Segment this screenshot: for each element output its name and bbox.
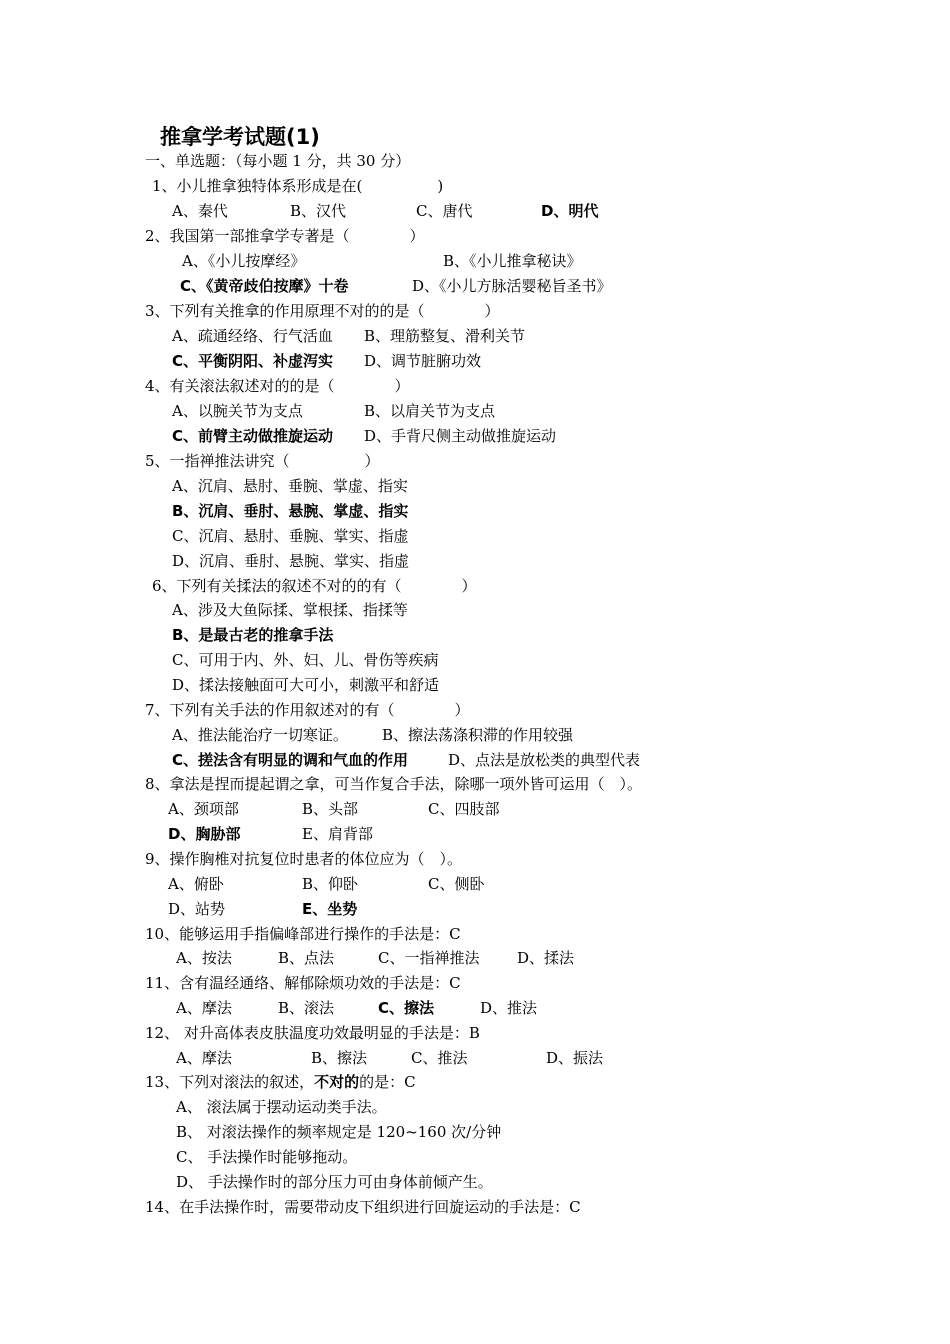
question-8-option-b: B、头部 (302, 800, 359, 818)
question-1-option-a: A、秦代 (172, 202, 228, 220)
question-10-option-c: C、一指禅推法 (378, 949, 480, 967)
question-9-option-d: D、站势 (168, 900, 226, 918)
question-13-stem-end: 的是：C (359, 1073, 416, 1091)
question-5-stem: 5、一指禅推法讲究（ ） (145, 452, 380, 470)
question-13-option-a: A、 滚法属于摆动运动类手法。 (176, 1098, 387, 1116)
question-12-option-d: D、振法 (546, 1049, 604, 1067)
question-1-option-c: C、唐代 (416, 202, 473, 220)
question-4-stem: 4、有关滚法叙述对的的是（ ） (145, 377, 410, 395)
question-5-option-a: A、沉肩、悬肘、垂腕、掌虚、指实 (172, 477, 408, 495)
question-5-option-d: D、沉肩、垂肘、悬腕、掌实、指虚 (172, 552, 410, 570)
question-4-option-d: D、手背尺侧主动做推旋运动 (364, 427, 557, 445)
question-8-stem: 8、拿法是捏而提起谓之拿，可当作复合手法，除哪一项外皆可运用（ ）。 (145, 775, 643, 793)
question-3-option-a: A、疏通经络、行气活血 (172, 327, 333, 345)
question-6-option-a: A、涉及大鱼际揉、掌根揉、指揉等 (172, 601, 408, 619)
question-8-option-d: D、胸胁部 (168, 825, 241, 843)
question-9-stem: 9、操作胸椎对抗复位时患者的体位应为（ ）。 (145, 850, 463, 868)
question-2-stem: 2、我国第一部推拿学专著是（ ） (145, 227, 425, 245)
question-7-option-a: A、推法能治疗一切寒证。 (172, 726, 348, 744)
question-5-option-c: C、沉肩、悬肘、垂腕、掌实、指虚 (172, 527, 409, 545)
question-9-option-a: A、俯卧 (168, 875, 224, 893)
question-2-option-d: D、《小儿方脉活婴秘旨圣书》 (412, 277, 612, 295)
question-12-option-b: B、擦法 (311, 1049, 368, 1067)
question-8-option-e: E、肩背部 (302, 825, 373, 843)
question-4-option-a: A、以腕关节为支点 (172, 402, 303, 420)
question-7-option-b: B、擦法荡涤积滞的作用较强 (382, 726, 574, 744)
question-3-option-c: C、平衡阴阳、补虚泻实 (172, 352, 334, 370)
question-11-option-a: A、摩法 (176, 999, 232, 1017)
page-title: 推拿学考试题(1) (160, 125, 320, 149)
question-2-option-a: A、《小儿按摩经》 (182, 252, 306, 270)
question-13-option-c: C、 手法操作时能够拖动。 (176, 1148, 358, 1166)
question-10-stem: 10、能够运用手指偏峰部进行操作的手法是：C (145, 925, 461, 943)
question-11-option-c: C、擦法 (378, 999, 435, 1017)
question-7-option-c: C、搓法含有明显的调和气血的作用 (172, 751, 409, 769)
question-12-stem: 12、 对升高体表皮肤温度功效最明显的手法是：B (145, 1024, 480, 1042)
section-heading: 一、单选题：（每小题 1 分，共 30 分） (145, 152, 411, 170)
question-12-option-c: C、推法 (411, 1049, 468, 1067)
question-10-option-b: B、点法 (278, 949, 335, 967)
question-8-option-a: A、颈项部 (168, 800, 239, 818)
question-11-option-b: B、滚法 (278, 999, 335, 1017)
question-10-option-d: D、揉法 (517, 949, 575, 967)
question-11-option-d: D、推法 (480, 999, 538, 1017)
question-4-option-c: C、前臂主动做推旋运动 (172, 427, 334, 445)
question-2-option-c: C、《黄帝歧伯按摩》十卷 (180, 277, 349, 295)
question-3-option-b: B、理筋整复、滑利关节 (364, 327, 526, 345)
question-1-option-b: B、汉代 (290, 202, 347, 220)
question-6-stem: 6、下列有关揉法的叙述不对的的有（ ） (152, 577, 477, 595)
question-13-stem (145, 1071, 416, 1093)
question-12-option-a: A、摩法 (176, 1049, 232, 1067)
question-13-option-b: B、 对滚法操作的频率规定是 120~160 次/分钟 (176, 1123, 502, 1141)
question-14-stem: 14、在手法操作时，需要带动皮下组织进行回旋运动的手法是：C (145, 1198, 581, 1216)
question-6-option-d: D、揉法接触面可大可小，刺激平和舒适 (172, 676, 440, 694)
question-4-option-b: B、以肩关节为支点 (364, 402, 496, 420)
question-9-option-b: B、仰卧 (302, 875, 359, 893)
question-8-option-c: C、四肢部 (428, 800, 500, 818)
question-9-option-c: C、侧卧 (428, 875, 485, 893)
question-13-stem-start: 13、下列对滚法的叙述， (145, 1073, 315, 1091)
question-11-stem: 11、含有温经通络、解郁除烦功效的手法是：C (145, 974, 461, 992)
question-5-option-b: B、沉肩、垂肘、悬腕、掌虚、指实 (172, 502, 409, 520)
question-6-option-c: C、可用于内、外、妇、儿、骨伤等疾病 (172, 651, 439, 669)
question-2-option-b: B、《小儿推拿秘诀》 (443, 252, 582, 270)
question-7-stem: 7、下列有关手法的作用叙述对的有（ ） (145, 701, 470, 719)
question-13-stem-emphasis: 不对的 (314, 1073, 360, 1091)
question-7-option-d: D、点法是放松类的典型代表 (448, 751, 641, 769)
question-6-option-b: B、是最古老的推拿手法 (172, 626, 334, 644)
question-1-option-d: D、明代 (541, 202, 599, 220)
question-9-option-e: E、坐势 (302, 900, 358, 918)
question-13-option-d: D、 手法操作时的部分压力可由身体前倾产生。 (176, 1173, 493, 1191)
question-1-stem: 1、小儿推拿独特体系形成是在( ) (152, 177, 444, 195)
question-3-stem: 3、下列有关推拿的作用原理不对的的是（ ） (145, 302, 500, 320)
question-3-option-d: D、调节脏腑功效 (364, 352, 482, 370)
question-10-option-a: A、按法 (176, 949, 232, 967)
